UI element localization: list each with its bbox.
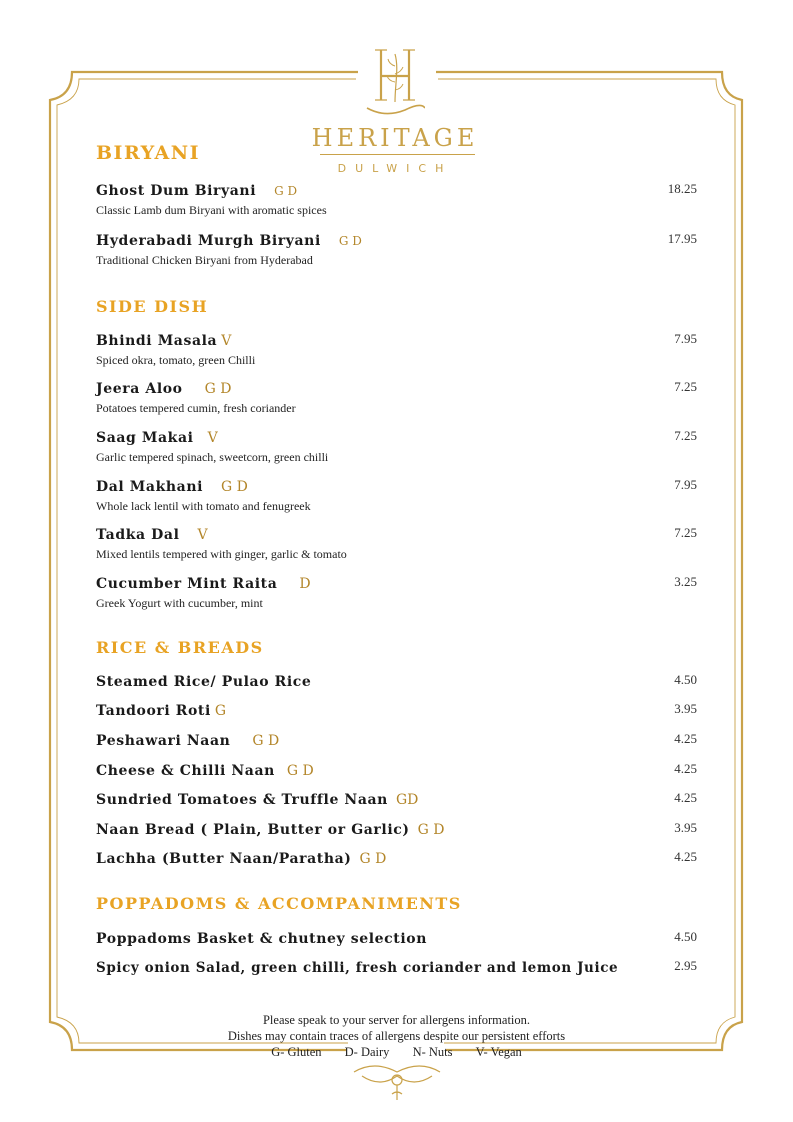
- brand-name: HERITAGE: [311, 124, 479, 152]
- item-name: Ghost Dum Biryani: [96, 183, 257, 199]
- item-price: 3.25: [674, 574, 697, 589]
- item-price: 4.50: [674, 672, 697, 687]
- allergen-note-2: Dishes may contain traces of allergens despite our persistent efforts: [227, 1029, 566, 1043]
- item-description: Traditional Chicken Biryani from Hyderabad: [96, 253, 313, 267]
- item-price: 4.50: [674, 929, 697, 944]
- item-name: Jeera Aloo: [96, 381, 183, 397]
- menu-item: [96, 819, 697, 838]
- allergen-tags: G D: [286, 763, 314, 779]
- item-name: Bhindi Masala: [96, 333, 218, 349]
- item-description: Garlic tempered spinach, sweetcorn, green chilli: [96, 450, 329, 464]
- item-price: 2.95: [674, 958, 697, 973]
- heritage-monogram-icon: [365, 44, 425, 120]
- item-name: Naan Bread ( Plain, Butter or Garlic): [96, 822, 410, 838]
- item-price: 18.25: [667, 181, 697, 196]
- item-name: Sundried Tomatoes & Truffle Naan: [96, 792, 388, 808]
- section-title-side-dish: SIDE DISH: [96, 297, 209, 316]
- menu-item: [96, 928, 697, 947]
- menu-item: [96, 957, 697, 976]
- item-name: Dal Makhani: [96, 479, 204, 495]
- item-price: 7.25: [674, 525, 697, 540]
- menu-item: [96, 789, 697, 808]
- brand-location: DULWICH: [337, 162, 453, 175]
- menu-item: [96, 230, 697, 268]
- section-title-rice-breads: RICE & BREADS: [96, 638, 264, 657]
- item-description: Greek Yogurt with cucumber, mint: [96, 596, 263, 610]
- menu-item: [96, 427, 697, 465]
- item-price: 7.25: [674, 379, 697, 394]
- logo-divider: [320, 154, 475, 155]
- item-description: Mixed lentils tempered with ginger, garlic & tomato: [96, 547, 347, 561]
- item-price: 7.25: [674, 428, 697, 443]
- menu-item: [96, 180, 697, 218]
- section-title-biryani: BIRYANI: [96, 142, 200, 164]
- menu-item: [96, 573, 697, 611]
- menu-item: [96, 848, 697, 867]
- allergen-tags: D: [299, 576, 311, 592]
- item-price: 4.25: [674, 849, 697, 864]
- restaurant-logo: [300, 44, 490, 184]
- allergen-tags: V: [197, 527, 208, 543]
- allergen-tags: G: [214, 703, 227, 719]
- item-price: 17.95: [667, 231, 697, 246]
- item-price: 4.25: [674, 790, 697, 805]
- item-name: Tandoori Roti: [96, 703, 211, 719]
- item-name: Cucumber Mint Raita: [96, 576, 278, 592]
- legend-gluten: G- Gluten: [271, 1045, 322, 1059]
- item-description: Spiced okra, tomato, green Chilli: [96, 353, 256, 367]
- allergen-footer: [0, 1012, 793, 1060]
- item-description: Potatoes tempered cumin, fresh coriander: [96, 401, 296, 415]
- allergen-tags: G D: [359, 851, 387, 867]
- item-name: Lachha (Butter Naan/Paratha): [96, 851, 352, 867]
- item-name: Spicy onion Salad, green chilli, fresh coriander and lemon Juice: [96, 960, 619, 976]
- legend-vegan: V- Vegan: [475, 1045, 522, 1059]
- item-name: Steamed Rice/ Pulao Rice: [96, 674, 312, 690]
- item-name: Cheese & Chilli Naan: [96, 763, 275, 779]
- menu-item: [96, 378, 697, 416]
- flourish-ornament-icon: [352, 1058, 442, 1104]
- allergen-note-1: Please speak to your server for allergens information.: [262, 1013, 531, 1027]
- item-price: 4.25: [674, 761, 697, 776]
- allergen-tags: V: [221, 333, 232, 349]
- menu-item: [96, 760, 697, 779]
- item-name: Saag Makai: [96, 430, 194, 446]
- allergen-tags: G D: [274, 184, 298, 198]
- item-name: Tadka Dal: [96, 527, 180, 543]
- allergen-tags: G D: [204, 381, 232, 397]
- allergen-tags: GD: [395, 792, 419, 808]
- item-price: 7.95: [674, 477, 697, 492]
- item-name: Peshawari Naan: [96, 733, 231, 749]
- menu-item: [96, 730, 697, 749]
- item-name: Hyderabadi Murgh Biryani: [96, 233, 321, 249]
- legend-dairy: D- Dairy: [344, 1045, 390, 1059]
- item-description: Whole lack lentil with tomato and fenugreek: [96, 499, 311, 513]
- menu-item: [96, 700, 697, 719]
- menu-item: [96, 671, 697, 690]
- section-title-poppadoms: POPPADOMS & ACCOMPANIMENTS: [96, 894, 462, 913]
- allergen-tags: V: [207, 430, 218, 446]
- allergen-tags: G D: [221, 479, 248, 495]
- menu-item: [96, 476, 697, 514]
- item-price: 7.95: [674, 331, 697, 346]
- item-price: 3.95: [674, 820, 697, 835]
- legend-nuts: N- Nuts: [412, 1045, 453, 1059]
- item-name: Poppadoms Basket & chutney selection: [96, 931, 427, 947]
- item-description: Classic Lamb dum Biryani with aromatic spices: [96, 203, 327, 217]
- menu-item: [96, 330, 697, 368]
- menu-item: [96, 524, 697, 562]
- allergen-tags: G D: [417, 822, 445, 838]
- allergen-tags: G D: [338, 234, 362, 248]
- allergen-tags: G D: [252, 733, 280, 749]
- item-price: 4.25: [674, 731, 697, 746]
- item-price: 3.95: [674, 701, 697, 716]
